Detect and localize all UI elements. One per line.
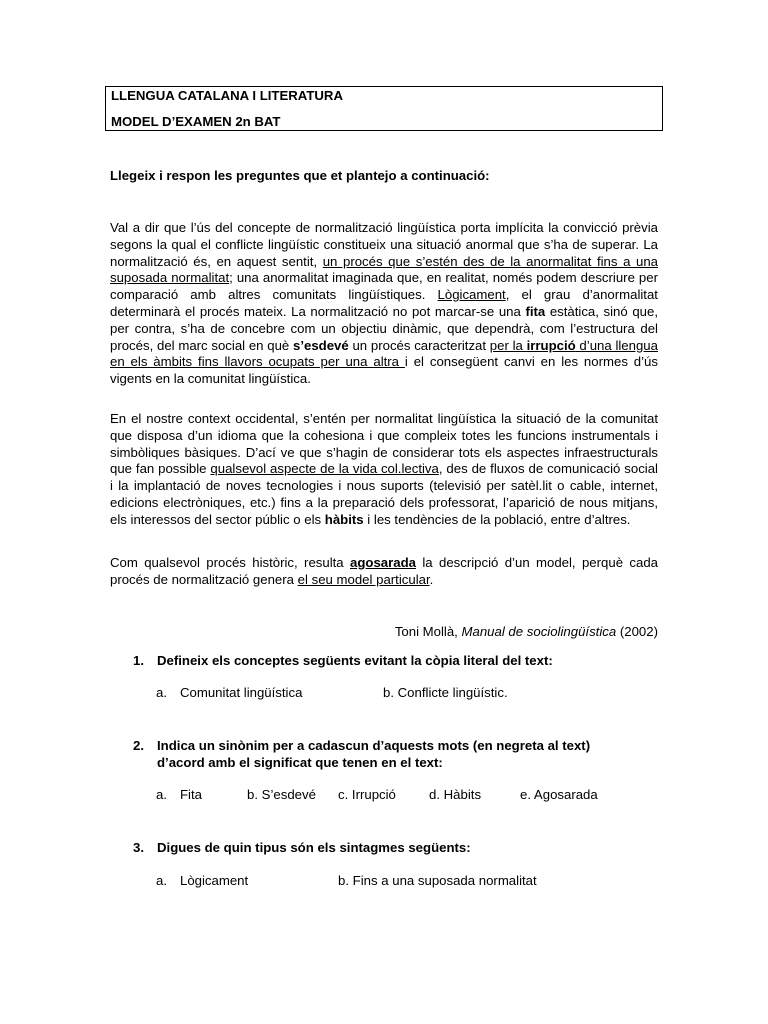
- question-text: Defineix els conceptes següents evitant la còpia literal del text:: [157, 653, 553, 668]
- p2-text: En el nostre context occidental, s’entén per normalitat lingüística la situació de la comunitat que disposa d’un idioma que la cohesiona i que compleix totes les funcions instrumentals i simbòliques bàsiques. D’ací ve que s’hagin de considerar tots els aspectes infraestructurals que fan possible: [110, 411, 658, 477]
- bold-underlined-word: agosarada: [350, 555, 416, 570]
- p1-text: , el grau d’anormalitat determinarà el procés mateix. La normalització no pot marcar-se una: [110, 287, 658, 319]
- p3-text: la descripció d’un model, perquè cada procés de normalització genera: [110, 555, 658, 587]
- underlined-phrase: un procés que s’estén des de la anormalitat fins a una suposada normalitat: [110, 253, 658, 286]
- paragraph-1: [110, 220, 658, 388]
- p1-text: Val a dir que l’ús del concepte de normalització lingüística porta implícita la convicció prèvia segons la qual el conflicte lingüístic constitueix una situació anormal que s’ha de superar. La normalització és, en aquest sentit,: [110, 220, 658, 269]
- p1-text: ; una anormalitat imaginada que, en realitat, només podem descriure per comparació amb altres comunitats lingüístiques.: [110, 270, 658, 303]
- question-text: Indica un sinònim per a cadascun d’aquests mots (en negreta al text) d’acord amb el significat que tenen en el text:: [157, 738, 591, 770]
- p3-text: Com qualsevol procés històric, resulta: [110, 555, 350, 570]
- underlined-phrase: d’una llengua en els àmbits fins llavors ocupats per una altra: [110, 337, 658, 370]
- option-item: Comunitat lingüística: [180, 685, 303, 700]
- p1-text: estàtica, sinó que, per contra, s’ha de concebre com un objectiu dinàmic, que dependrà, com l’estructura del procés, del marc social en què: [110, 303, 658, 353]
- bold-word: hàbits: [324, 511, 364, 527]
- header-box: [105, 86, 663, 131]
- citation-title: Manual de sociolingüística: [461, 624, 617, 639]
- bold-underlined-word: irrupció: [526, 337, 576, 353]
- citation-author: Toni Mollà,: [394, 624, 462, 639]
- option-item: e. Agosarada: [520, 787, 598, 802]
- citation: [395, 624, 658, 639]
- question-number: 3.: [133, 840, 144, 855]
- p1-text: i el consegüent canvi en les normes d’ús vigents en la comunitat lingüística.: [110, 354, 658, 387]
- bold-word: s’esdevé: [293, 337, 349, 353]
- question-text: Digues de quin tipus són els sintagmes següents:: [157, 840, 471, 855]
- question-number: 1.: [133, 653, 144, 668]
- citation-year: (2002): [616, 624, 658, 639]
- option-item: b. Conflicte lingüístic.: [383, 685, 508, 700]
- p2-text: , des de fluxos de comunicació social i la implantació de noves tecnologies i nous suports (televisió per satèl.lit o cable, internet, edicions electròniques, etc.) fins a la preparació dels professorat, l’aparició de nous mitjans, els interessos del sector públic o els: [110, 461, 658, 527]
- option-item: b. S’esdevé: [247, 787, 316, 802]
- underlined-phrase: per la: [489, 337, 527, 353]
- exam-title: MODEL D’EXAMEN 2n BAT: [111, 114, 281, 129]
- underlined-phrase: el seu model particular: [297, 571, 430, 587]
- p2-text: i les tendències de la població, entre d’altres.: [363, 511, 631, 527]
- option-item: d. Hàbits: [429, 787, 482, 802]
- option-letter: a.: [156, 873, 167, 888]
- p3-text: .: [429, 571, 434, 587]
- subject-title: LLENGUA CATALANA I LITERATURA: [111, 88, 343, 103]
- option-letter: a.: [156, 787, 167, 802]
- underlined-phrase: qualsevol aspecte de la vida col.lectiva: [210, 461, 439, 477]
- bold-word: fita: [525, 303, 546, 319]
- instruction: Llegeix i respon les preguntes que et plantejo a continuació:: [110, 168, 490, 183]
- paragraph-3: [110, 555, 658, 589]
- p1-text: un procés caracteritzat: [348, 337, 490, 353]
- option-item: c. Irrupció: [338, 787, 396, 802]
- underlined-word: Lògicament: [437, 287, 506, 303]
- question-number: 2.: [133, 738, 144, 753]
- paragraph-2: [110, 411, 658, 529]
- option-letter: a.: [156, 685, 167, 700]
- option-item: b. Fins a una suposada normalitat: [338, 873, 537, 888]
- option-item: Fita: [180, 787, 202, 802]
- option-item: Lògicament: [180, 873, 249, 888]
